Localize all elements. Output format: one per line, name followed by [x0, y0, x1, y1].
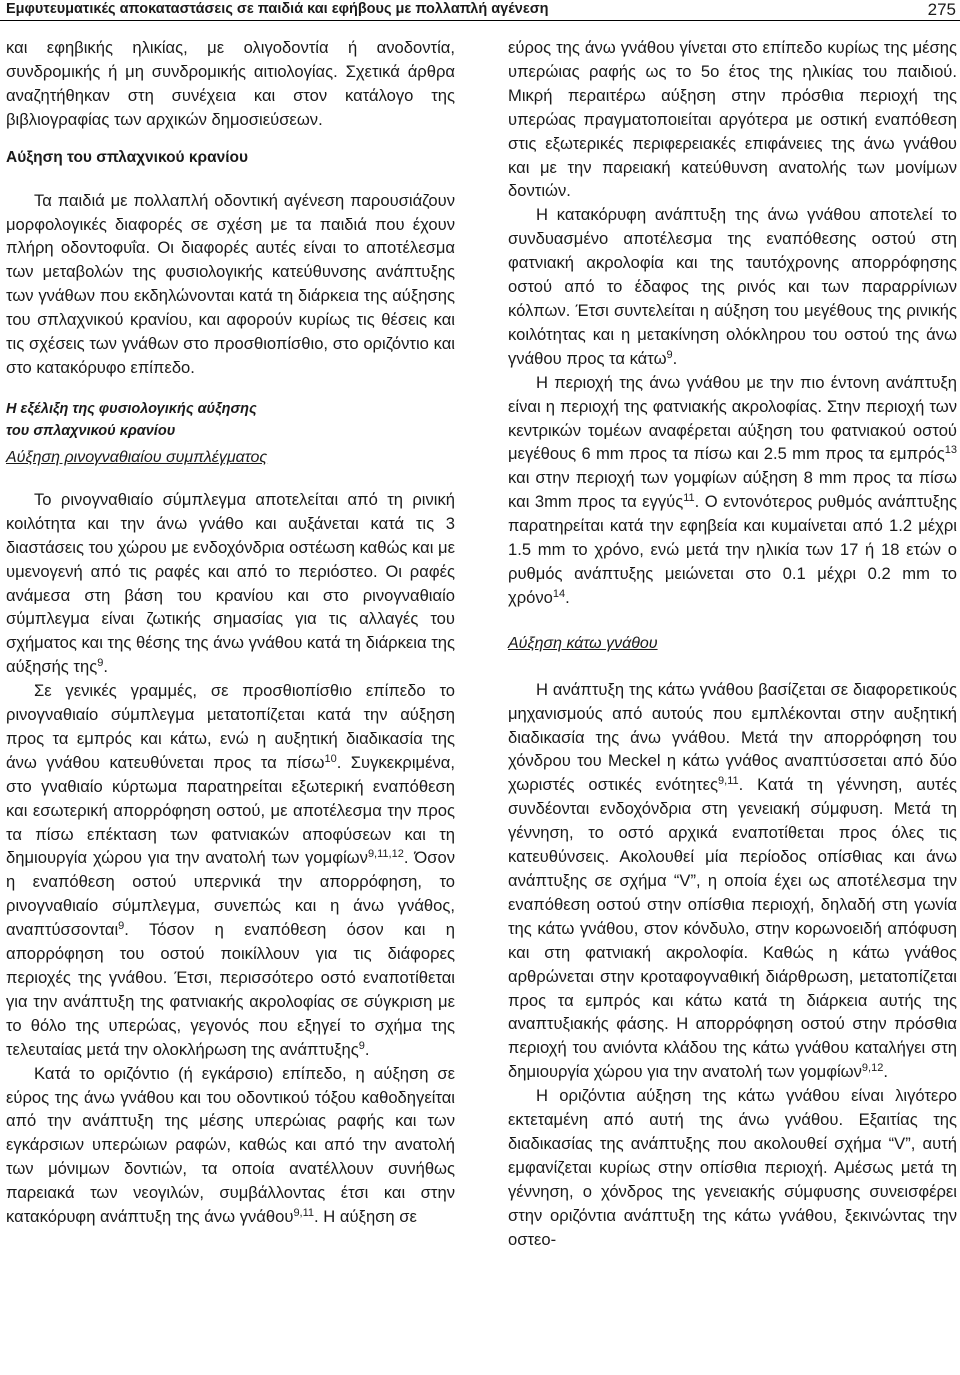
right-column — [508, 36, 957, 1252]
subsection-heading-line: Η εξέλιξη της φυσιολογικής αύξησης — [6, 400, 257, 417]
text-run: . Τόσον η εναπόθεση όσον και η απορρόφηση του οστού ποικίλλουν για τις διάφορες περιοχές της γνάθου. Έτσι, περισσότερο οστό εναποτίθεται για την ανάπτυξη της φατνιακής ακρολοφίας σε σύγκριση με το θόλο της υπερώας, γεγονός που εξηγεί το σχήμα της τελευταίας μετά την ολοκλήρωση της ανάπτυξης — [6, 920, 455, 1059]
subsection-heading — [6, 398, 455, 442]
citation: 10 — [324, 752, 337, 765]
body-paragraph — [508, 678, 957, 1084]
text-run: Το ρινογναθιαίο σύμπλεγμα αποτελείται από τη ρινική κοιλότητα και την άνω γνάθο και αυξάνεται κατά τις 3 διαστάσεις του χώρου με ενδοχόνδρια οστέωση καθώς και με υμενογενή από τις ραφές και από το περιόστεο. Οι ραφές ανάμεσα στη βάση του κρανίου και στο ρινογναθιαίο σύμπλεγμα είναι ζωτικής σημασίας για τις αλλαγές του σχήματος και της θέσης της άνω γνάθου κατά τη διάρκεια της αύξησής της — [6, 489, 455, 677]
body-paragraph — [6, 1062, 455, 1229]
text-run: και στην περιοχή των γομφίων αύξηση 8 mm προς τα πίσω και 3mm προς τα εγγύς — [508, 468, 957, 512]
citation: 13 — [944, 444, 957, 457]
body-paragraph: Η οριζόντια αύξηση της κάτω γνάθου είναι λιγότερο εκτεταμένη από αυτή της άνω γνάθου. Εξαιτίας της διαδικασίας της ανάπτυξης που ακολουθεί σχήμα “V”, αυτή εμφανίζεται κυρίως στην οπίσθια περιοχή. Αμέσως μετά τη γέννηση, ο χόνδρος της γενειακής σύμφυσης συνεισφέρει στην οριζόντια ανάπτυξη της κάτω γνάθου, ξεκινώντας την οστεο- — [508, 1086, 957, 1249]
text-run: . — [364, 1039, 370, 1059]
subsubsection-heading: Αύξηση ρινογναθιαίου συμπλέγματος — [6, 448, 268, 466]
citation: 9 — [358, 1039, 365, 1052]
text-run: . Συγκεκριμένα, στο γναθιαίο κύρτωμα παρατηρείται εξωτερική εναπόθεση και εσωτερική απορρόφηση οστού, με αποτέλεσμα την προς τα πίσω επέκταση των φατνιακών αποφύσεων και τη δημιουργία χώρου για την ανατολή των γομφίων — [6, 752, 455, 868]
citation: 11 — [683, 492, 695, 505]
citation: 14 — [552, 587, 566, 600]
text-run: . — [883, 1062, 888, 1082]
body-paragraph — [508, 203, 957, 370]
citation: 9 — [118, 920, 125, 933]
text-run: . — [565, 587, 570, 607]
body-paragraph — [6, 488, 455, 679]
section-heading: Αύξηση του σπλαχνικού κρανίου — [6, 148, 249, 166]
running-title: Εμφυτευματικές αποκαταστάσεις σε παιδιά και εφήβους με πολλαπλή αγένεση — [6, 1, 549, 17]
citation: 9 — [97, 657, 104, 670]
text-run: . Κατά τη γέννηση, αυτές συνδέονται ενδοχόνδρια στη γενειακή σύμφυση. Μετά τη γέννηση, το οστό αρχικά εναποτίθεται προς όλες τις κατευθύνσεις. Ακολουθεί μία περίοδος οπίσθιας και άνω ανάπτυξης σε σχήμα “V”, η οποία έχει ως αποτέλεσμα την εναπόθεση οστού στην οπίσθια περιοχή, δηλαδή στη γωνία της κάτω γνάθου, στον κόνδυλο, στην κορωνοειδή απόφυση και στη φατνιακή ακρολοφία. Καθώς η κάτω γνάθος αρθρώνεται στην κροταφογναθική διάρθρωση, μετατοπίζεται προς τα εμπρός και κάτω κατά τη διάρκεια αυτής της αναπτυξιακής φάσης. Η απορρόφηση οστού στην πρόσθια περιοχή του ανιόντα κλάδου της κάτω γνάθου καταλήγει στη δημιουργία χώρου για την ανατολή των γομφίων — [508, 775, 957, 1082]
citation: 9 — [666, 348, 673, 361]
intro-paragraph: και εφηβικής ηλικίας, με ολιγοδοντία ή ανοδοντία, συνδρομικής ή μη συνδρομικής αιτιολογίας. Σχετικά άρθρα αναζητήθηκαν στη συνέχεια και στον κατάλογο της βιβλιογραφίας των αρχικών δημοσιεύσεων. — [6, 38, 455, 129]
citation: 9,11,12 — [367, 848, 404, 861]
body-paragraph — [508, 371, 957, 610]
body-paragraph: εύρος της άνω γνάθου γίνεται στο επίπεδο κυρίως της μέσης υπερώιας ραφής ως το 5ο έτος της ηλικίας του παιδιού. Μικρή περαιτέρω αύξηση στην πρόσθια περιοχή της υπερώας πραγματοποιείται αργότερα με οστική εναπόθεση στις εξωτερικές περιφερειακές επιφάνειες της άνω γνάθου και με την παρειακή κατεύθυνση ανατολής των μονίμων δοντιών. — [508, 38, 957, 201]
text-run: . — [103, 657, 108, 677]
body-paragraph — [6, 679, 455, 1062]
citation: 9,12 — [861, 1062, 884, 1075]
text-run: . Όσον η εναπόθεση οστού υπερνικά την απορρόφηση, το ρινογναθιαίο σύμπλεγμα, συνεπώς και η άνω γνάθος, αναπτύσσονται — [6, 848, 456, 940]
text-run: . Η αύξηση σε — [314, 1207, 417, 1227]
text-run: . — [672, 348, 678, 368]
citation: 9,11 — [718, 775, 739, 788]
subsection-heading-line: του σπλαχνικού κρανίου — [6, 422, 176, 439]
text-run: Κατά το οριζόντιο (ή εγκάρσιο) επίπεδο, η αύξηση σε εύρος της άνω γνάθου και του οδοντικού τόξου καθοδηγείται από την ανάπτυξη της μέσης υπερώιας ραφής και των εγκάρσιων υπερώιων ραφών, καθώς και από την ανατολή των μόνιμων δοντιών, τα οποία ανατέλλουν συνήθως παρειακά των νεογιλών, συμβάλλοντας έτσι και στην κατακόρυφη ανάπτυξη της άνω γνάθου — [6, 1063, 455, 1227]
body-paragraph: Τα παιδιά με πολλαπλή οδοντική αγένεση παρουσιάζουν μορφολογικές διαφορές σε σχέση με τα παιδιά που έχουν πλήρη οδοντοφυΐα. Οι διαφορές αυτές είναι το αποτέλεσμα των μεταβολών της φυσιολογικής κατεύθυνσης ανάπτυξης των γνάθων που εκδηλώνονται κατά τη διάρκεια της αύξησης του σπλαχνικού κρανίου, και αφορούν κυρίως τις θέσεις και τις σχέσεις των γνάθων στο προσθιοπίσθιο, στο οριζόντιο και στο κατακόρυφο επίπεδο. — [6, 190, 455, 377]
text-run: Η κατακόρυφη ανάπτυξη της άνω γνάθου αποτελεί το συνδυασμένο αποτέλεσμα της εναπόθεσης οστού στη φατνιακή ακρολοφία και της ταυτόχρονης απορρόφησης οστού από το έδαφος της ρινός και των παραρρίνιων κόλπων. Έτσι συντελείται η αύξηση του μεγέθους της ρινικής κοιλότητας και η μετακίνηση ολόκληρου του οστού της άνω γνάθου προς τα κάτω — [508, 205, 957, 368]
text-run: . Ο εντονότερος ρυθμός ανάπτυξης παρατηρείται κατά την εφηβεία και κυμαίνεται από 1.2 μέχρι 1.5 mm το χρόνο, ενώ μετά την ηλικία των 17 ή 18 ετών ο ρυθμός ανάπτυξης μειώνεται στο 0.1 μέχρι 0.2 mm το χρόνο — [508, 492, 957, 607]
left-column — [6, 36, 455, 1229]
running-header — [0, 0, 960, 21]
text-run: Η ανάπτυξη της κάτω γνάθου βασίζεται σε διαφορετικούς μηχανισμούς από αυτούς που εμπλέκονται στην αυξητική διαδικασία της άνω γνάθου. Μετά την απορρόφηση του χόνδρου του Meckel η κάτω γνάθος αναπτύσσεται από δύο χωριστές οστικές ενότητες — [508, 679, 957, 795]
text-run: Η περιοχή της άνω γνάθου με την πιο έντονη ανάπτυξη είναι η περιοχή της φατνιακής ακρολοφίας. Στην περιοχή των κεντρικών τομέων αναφέρεται αύξηση του φατνιακού οστού μεγέθους 6 mm προς τα πίσω και 2.5 mm προς τα εμπρός — [508, 372, 957, 464]
citation: 9,11 — [293, 1207, 315, 1220]
text-run: Σε γενικές γραμμές, σε προσθιοπίσθιο επίπεδο το ρινογναθιαίο σύμπλεγμα μετατοπίζεται κατά την αύξηση προς τα εμπρός και κάτω, ενώ η αυξητική διαδικασία της άνω γνάθου κατευθύνεται προς τα πίσω — [6, 681, 455, 772]
subsubsection-heading: Αύξηση κάτω γνάθου — [508, 634, 658, 652]
page-number: 275 — [927, 0, 956, 19]
